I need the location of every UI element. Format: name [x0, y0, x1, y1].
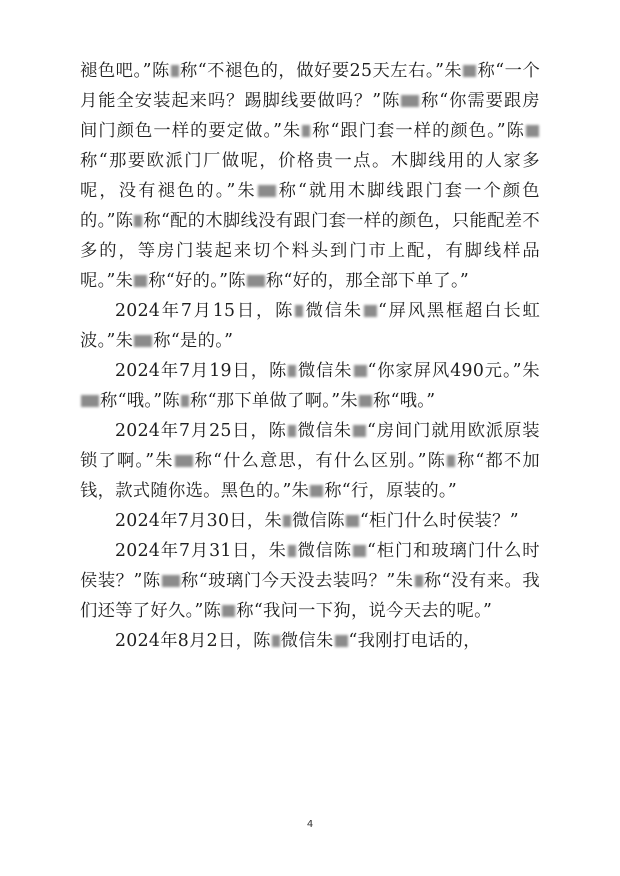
redaction-mark — [302, 125, 310, 137]
redaction-mark — [335, 635, 348, 647]
redaction-mark — [134, 275, 147, 287]
redaction-mark — [247, 275, 265, 287]
redaction-mark — [354, 365, 367, 377]
paragraph: 2024年7月25日，陈 微信朱 “房间门就用欧派原装锁了啊。”朱 称“什么意思，有什么区别。”陈 称“都不加钱，款式随你选。黑色的。”朱 称“行，原装的。” — [80, 421, 540, 501]
redaction-mark — [346, 515, 359, 527]
redaction-mark — [283, 515, 291, 527]
paragraph: 2024年7月15日，陈 微信朱 “屏风黑框超白长虹波。”朱 称“是的。” — [80, 301, 541, 351]
page-number: 4 — [306, 819, 314, 830]
redaction-mark — [463, 65, 476, 77]
redaction-mark — [288, 545, 296, 557]
redaction-mark — [134, 335, 152, 347]
paragraph: 褪色吧。”陈 称“不褪色的，做好要25天左右。”朱 称“一个月能全安装起来吗？踢脚线要做吗？”陈 称“你需要跟房间门颜色一样的要定做。”朱 称“跟门套一样的颜色。”陈称“那要欧派门厂做呢，价格贵一点。木脚线用的人家多呢，没有褪色的。”朱 称“就用木脚线跟门套一个颜色的。”陈 称“配的木脚线没有跟门套一样的颜色，只能配差不多的，等房门装起来切个料头到门市上配，有脚线样品呢。”朱 称“好的。”陈 称“好的，那全部下单了。” — [80, 61, 541, 291]
redaction-mark — [288, 365, 296, 377]
paragraph: 2024年7月30日，朱 微信陈 “柜门什么时侯装？” — [115, 511, 519, 531]
redaction-mark — [364, 305, 377, 317]
redaction-mark — [310, 485, 323, 497]
paragraph: 2024年7月19日，陈 微信朱 “你家屏风490元。”朱称“哦。”陈 称“那下单做了啊。”朱 称“哦。” — [80, 356, 540, 416]
redaction-mark — [401, 95, 419, 107]
redaction-mark — [415, 575, 423, 587]
paragraph: 2024年8月2日，陈 微信朱 “我刚打电话的， — [115, 631, 481, 651]
redaction-mark — [272, 635, 280, 647]
redaction-mark — [81, 395, 99, 407]
paragraph: 2024年7月31日，朱 微信陈 “柜门和玻璃门什么时侯装？”陈 称“玻璃门今天没去装吗？”朱 称“没有来。我们还等了好久。”陈 称“我问一下狗，说今天去的呢。” — [80, 541, 540, 621]
redaction-mark — [222, 605, 235, 617]
redaction-mark — [526, 125, 539, 137]
redaction-mark — [258, 185, 276, 197]
redaction-mark — [353, 425, 366, 437]
redaction-mark — [295, 305, 303, 317]
redaction-mark — [288, 425, 296, 437]
redaction-mark — [447, 455, 455, 467]
redaction-mark — [171, 65, 179, 77]
redaction-mark — [175, 455, 193, 467]
redaction-mark — [162, 575, 180, 587]
document-body — [80, 56, 540, 656]
redaction-mark — [181, 395, 189, 407]
redaction-mark — [359, 395, 372, 407]
redaction-mark — [353, 545, 366, 557]
redaction-mark — [134, 215, 142, 227]
